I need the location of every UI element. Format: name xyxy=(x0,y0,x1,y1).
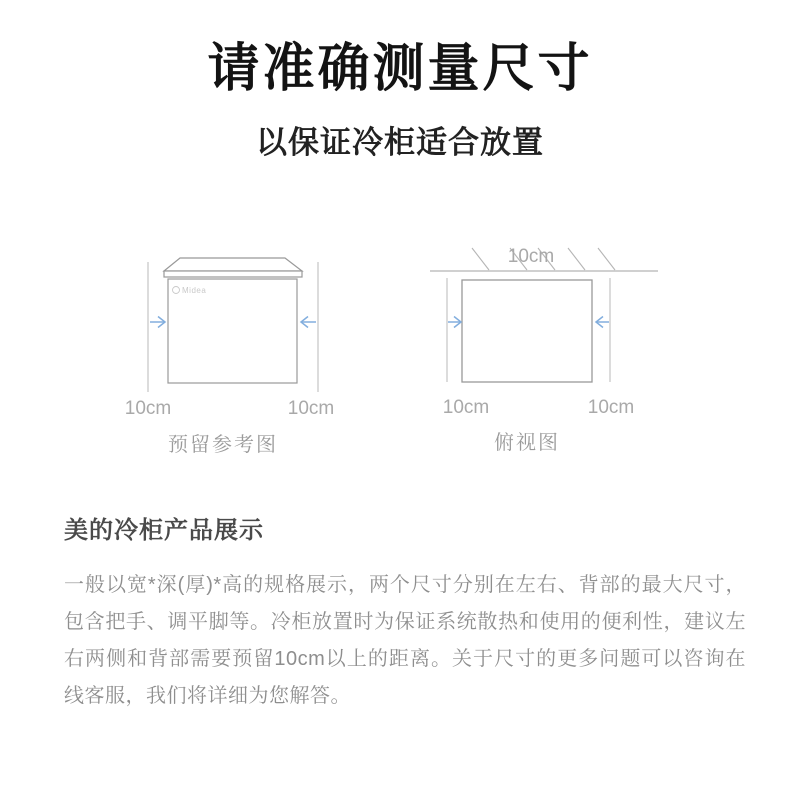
right-clearance-arrow-icon xyxy=(301,317,316,328)
left-clearance-arrow-icon xyxy=(150,317,165,328)
front-clearance-diagram xyxy=(110,250,350,462)
front-view-caption: 预留参考图 xyxy=(168,434,278,456)
brand-logo-text: Midea xyxy=(182,286,207,295)
page-subtitle: 以保证冷柜适合放置 xyxy=(256,124,544,160)
page-title: 请准确测量尺寸 xyxy=(207,40,593,98)
top-right-clearance-label: 10cm xyxy=(587,397,635,418)
freezer-footprint xyxy=(462,280,592,382)
top-view-diagram xyxy=(420,235,665,457)
top-back-clearance-label: 10cm xyxy=(507,246,555,267)
top-left-clearance-label: 10cm xyxy=(442,397,490,418)
front-right-clearance-label: 10cm xyxy=(287,398,335,419)
header xyxy=(0,40,800,162)
front-left-clearance-label: 10cm xyxy=(124,398,172,419)
freezer-lid-top xyxy=(164,258,302,271)
section-heading: 美的冷柜产品展示 xyxy=(64,517,264,544)
freezer-lid-front xyxy=(164,271,302,277)
size-description-text: 一般以宽*深(厚)*高的规格展示，两个尺寸分别在左右、背部的最大尺寸，包含把手、调平脚等。冷柜放置时为保证系统散热和使用的便利性，建议左右两侧和背部需要预留10cm以上的距离。关于尺寸的更多问题可以咨询在线客服，我们将详细为您解答。 xyxy=(64,574,746,707)
left-clearance-arrow-icon xyxy=(448,317,461,328)
top-view-caption: 俯视图 xyxy=(494,432,560,454)
product-info-section xyxy=(64,510,754,715)
right-clearance-arrow-icon xyxy=(596,317,609,328)
